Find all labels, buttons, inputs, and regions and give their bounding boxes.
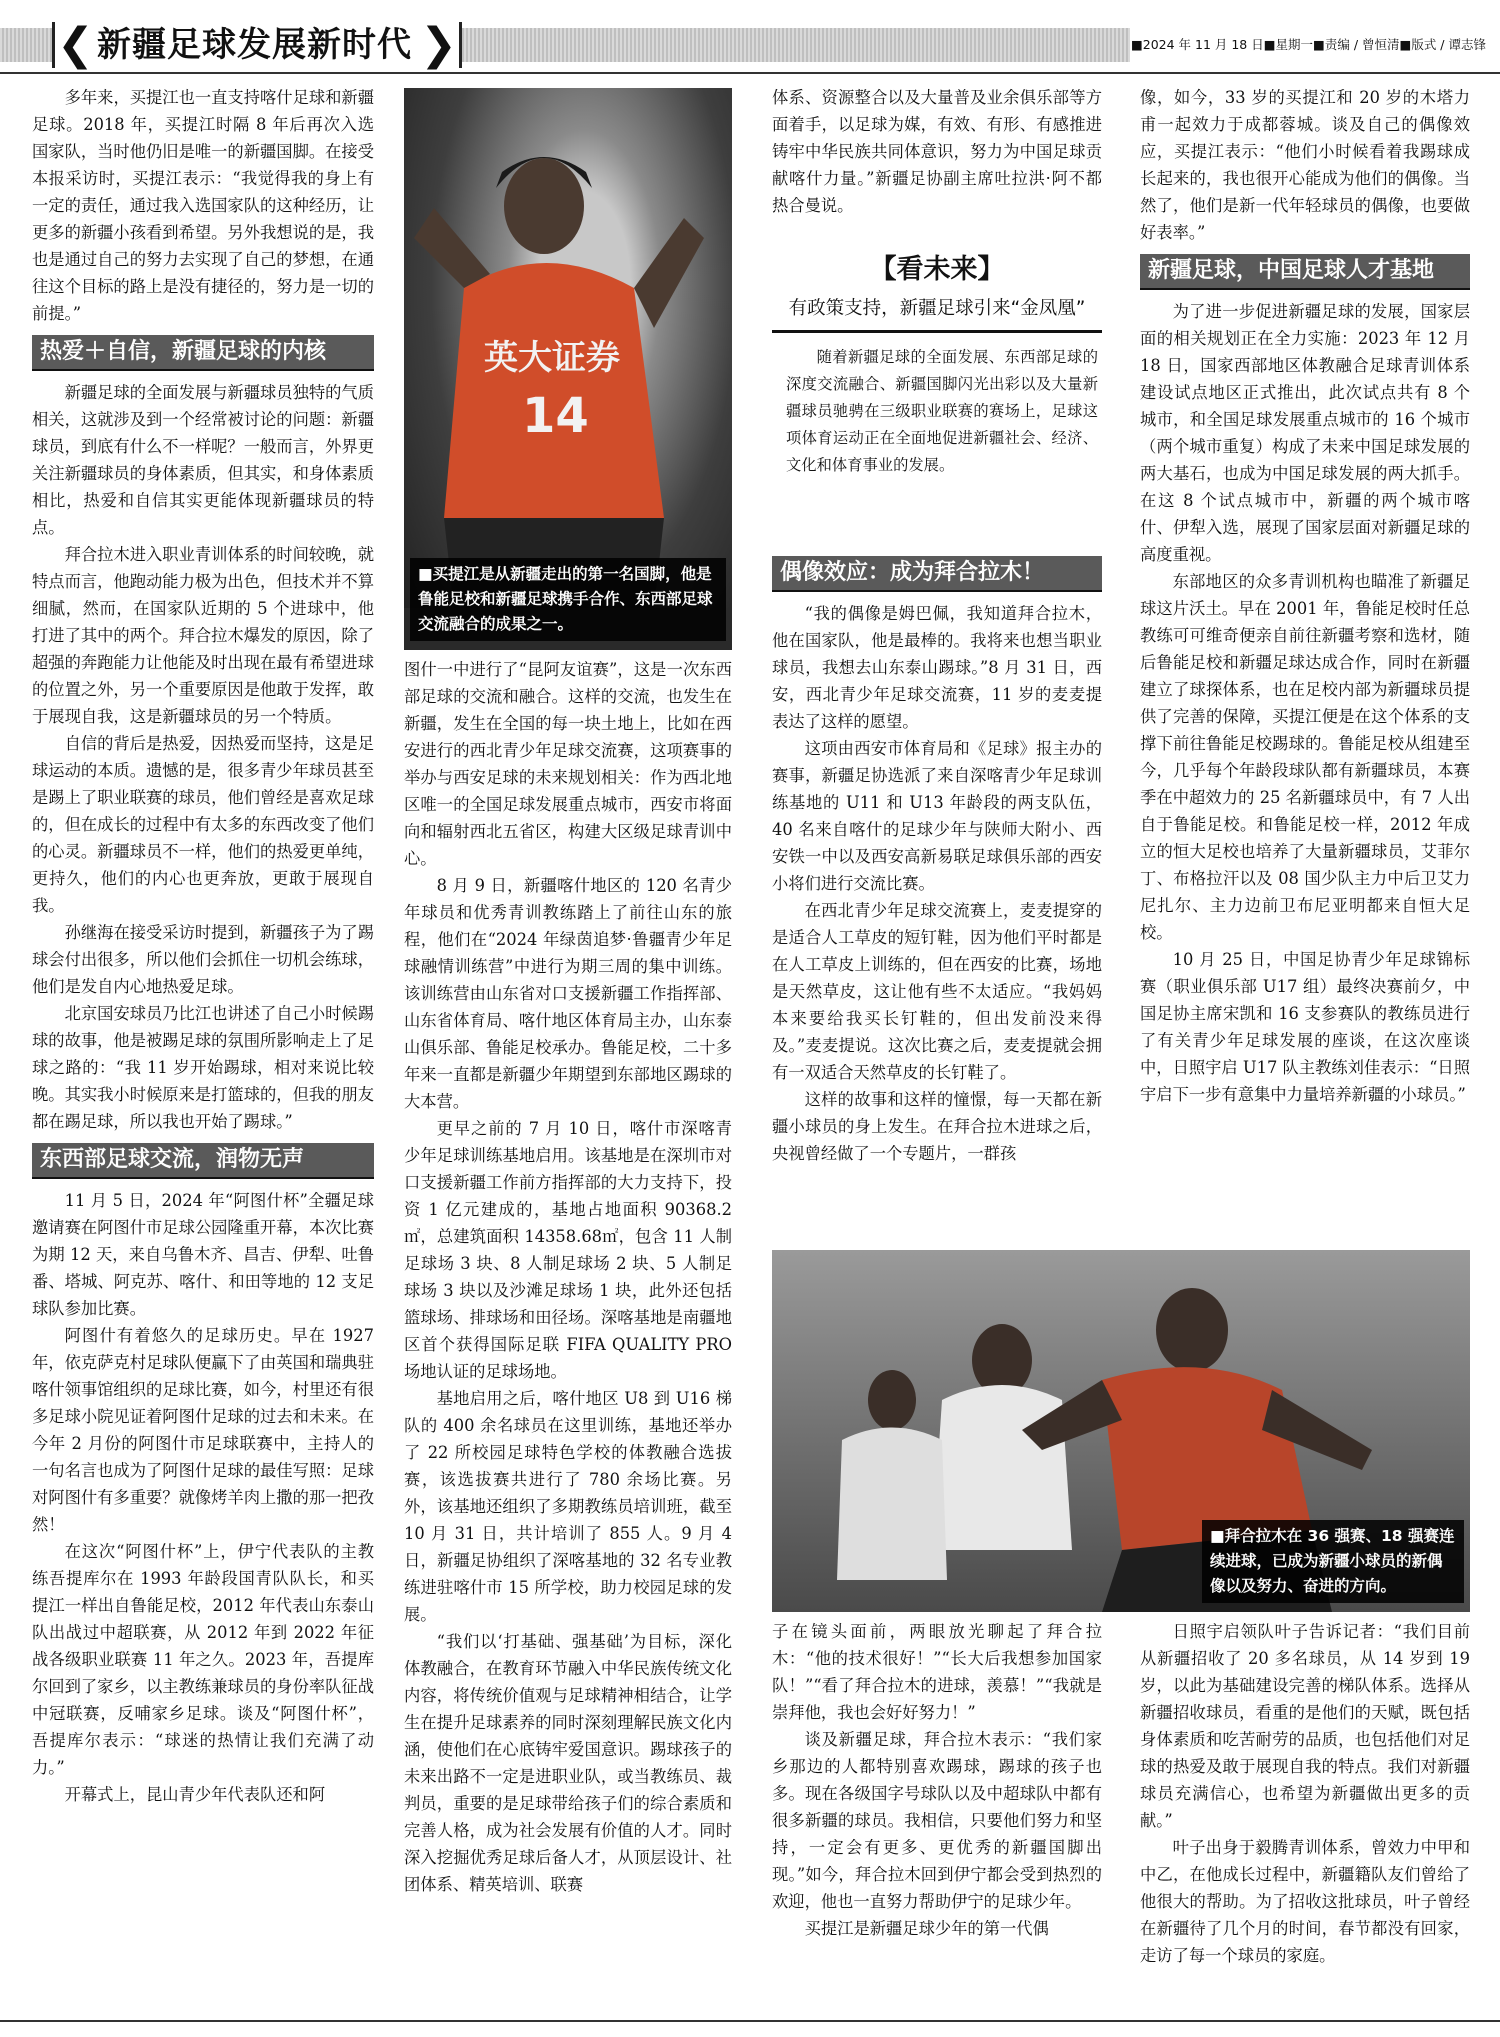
paragraph: 10 月 25 日，中国足协青少年足球锦标赛（职业俱乐部 U17 组）最终决赛前夕，中国足协主席宋凯和 16 支参赛队的教练员进行了有关青少年足球发展的座谈，在这次座谈中，日照宇启 U17 队主教练刘佳表示：“日照宇启下一步有意集中力量培养新疆的小球员。” [1140, 950, 1470, 1104]
page-title: 新疆足球发展新时代 [97, 25, 412, 65]
column-2 [404, 656, 732, 2018]
paragraph: 图什一中进行了“昆阿友谊赛”，这是一次东西部足球的交流和融合。这样的交流，也发生在新疆，发生在全国的每一块土地上，比如在西安进行的西北青少年足球交流赛，这项赛事的举办与西安足球的未来规划相关：作为西北地区唯一的全国足球发展重点城市，西安市将面向和辐射西北五省区，构建大区级足球青训中心。 [404, 660, 732, 868]
bottom-rule [0, 2020, 1500, 2022]
paragraph: 这样的故事和这样的憧憬，每一天都在新疆小球员的身上发生。在拜合拉木进球之后，央视曾经做了一个专题片，一群孩 [772, 1090, 1102, 1163]
paragraph: 更早之前的 7 月 10 日，喀什市深喀青少年足球训练基地启用。该基地是在深圳市对口支援新疆工作前方指挥部的大力支持下，投资 1 亿元建成的，基地占地面积 90368.2㎡，总建筑面积 14358.68㎡，包含 11 人制足球场 3 块、8 人制足球场 2 块、5 人制足球场 3 块以及沙滩足球场 1 块，此外还包括篮球场、排球场和田径场。深喀基地是南疆地区首个获得国际足联 FIFA QUALITY PRO 场地认证的足球场地。 [404, 1119, 732, 1381]
paragraph: 11 月 5 日，2024 年“阿图什杯”全疆足球邀请赛在阿图什市足球公园隆重开幕，本次比赛为期 12 天，来自乌鲁木齐、昌吉、伊犁、吐鲁番、塔城、阿克苏、喀什、和田等地的 12 支足球队参加比赛。 [32, 1191, 374, 1318]
paragraph: 在西北青少年足球交流赛上，麦麦提穿的是适合人工草皮的短钉鞋，因为他们平时都是在人工草皮上训练的，但在西安的比赛，场地是天然草皮，这让他有些不太适应。“我妈妈本来要给我买长钉鞋的，但出发前没来得及。”麦麦提说。这次比赛之后，麦麦提就会拥有一双适合天然草皮的长钉鞋了。 [772, 901, 1102, 1082]
photo-maitijiang [404, 88, 732, 650]
paragraph: 子在镜头面前，两眼放光聊起了拜合拉木：“他的技术很好！”“长大后我想参加国家队！”“看了拜合拉木的进球，羡慕！”“我就是崇拜他，我也会好好努力！” [772, 1622, 1102, 1722]
section-subtitle: 有政策支持，新疆足球引来“金凤凰” [772, 294, 1102, 333]
column-4-bottom [1140, 1618, 1470, 2018]
column-3 [772, 548, 1102, 1246]
shirt-number: 14 [522, 388, 589, 444]
lead-paragraph [786, 344, 1098, 479]
paragraph: 拜合拉木进入职业青训体系的时间较晚，就特点而言，他跑动能力极为出色，但技术并不算细腻，然而，在国家队近期的 5 个进球中，他打进了其中的两个。拜合拉木爆发的原因，除了超强的奔跑能力让他能及时出现在最有希望进球的位置之外，另一个重要原因是他敢于发挥，敢于展现自我，这是新疆球员的另一个特质。 [32, 545, 374, 726]
paragraph: 阿图什有着悠久的足球历史。早在 1927 年，依克萨克村足球队便赢下了由英国和瑞典驻喀什领事馆组织的足球比赛，如今，村里还有很多足球小院见证着阿图什足球的过去和未来。在今年 2 月份的阿图什市足球联赛中，主持人的一句名言也成为了阿图什足球的最佳写照：足球对阿图什有多重要？就像烤羊肉上撒的那一把孜然！ [32, 1326, 374, 1534]
kan-weilai-heading [772, 252, 1102, 333]
subheading: 热爱＋自信，新疆足球的内核 [32, 335, 374, 371]
subheading: 东西部足球交流，润物无声 [32, 1143, 374, 1179]
paragraph: 体系、资源整合以及大量普及业余俱乐部等方面着手，以足球为媒，有效、有形、有感推进铸牢中华民族共同体意识，努力为中国足球贡献喀什力量。”新疆足协副主席吐拉洪·阿不都热合曼说。 [772, 88, 1102, 215]
page-header [0, 19, 1500, 70]
shirt-sponsor-text: 英大证券 [484, 338, 620, 378]
lead-text: 随着新疆足球的全面发展、东西部足球的深度交流融合、新疆国脚闪光出彩以及大量新疆球员驰骋在三级职业联赛的赛场上，足球这项体育运动正在全面地促进新疆社会、经济、文化和体育事业的发展。 [786, 348, 1098, 474]
chevron-left-icon: ❮ [57, 19, 94, 70]
photo-baihelamu [772, 1250, 1470, 1612]
dateline: ■2024 年 11 月 18 日■星期一■责编 / 曾恒清■版式 / 谭志锋 [1130, 37, 1486, 52]
paragraph: 东部地区的众多青训机构也瞄准了新疆足球这片沃土。早在 2001 年，鲁能足校时任总教练可可维奇便亲自前往新疆考察和选材，随后鲁能足校和新疆足球达成合作，同时在新疆建立了球探体系，也在足校内部为新疆球员提供了完善的保障，买提江便是在这个体系的支撑下前往鲁能足校踢球的。鲁能足校从组建至今，几乎每个年龄段球队都有新疆球员，本赛季在中超效力的 25 名新疆球员中，有 7 人出自于鲁能足校。和鲁能足校一样，2012 年成立的恒大足校也培养了大量新疆球员，艾菲尔丁、布格拉汗以及 08 国少队主力中后卫艾力尼扎尔、主力边前卫布尼亚明都来自恒大足校。 [1140, 572, 1470, 942]
photo-caption: ■买提江是从新疆走出的第一名国脚，他是鲁能足校和新疆足球携手合作、东西部足球交流融合的成果之一。 [410, 558, 726, 641]
paragraph: 谈及新疆足球，拜合拉木表示：“我们家乡那边的人都特别喜欢踢球，踢球的孩子也多。现在各级国字号球队以及中超球队中都有很多新疆的球员。我相信，只要他们努力和坚持，一定会有更多、更优秀的新疆国脚出现。”如今，拜合拉木回到伊宁都会受到热烈的欢迎，他也一直努力帮助伊宁的足球少年。 [772, 1730, 1102, 1911]
column-1 [32, 84, 374, 2018]
paragraph: 买提江是新疆足球少年的第一代偶 [804, 1919, 1049, 1938]
column-3-bottom [772, 1618, 1102, 2018]
paragraph: 孙继海在接受采访时提到，新疆孩子为了踢球会付出很多，所以他们会抓住一切机会练球，他们是发自内心地热爱足球。 [32, 923, 374, 996]
header-title-box [52, 19, 462, 70]
subheading: 新疆足球，中国足球人才基地 [1140, 254, 1470, 290]
paragraph: 为了进一步促进新疆足球的发展，国家层面的相关规划正在全力实施：2023 年 12 月 18 日，国家西部地区体教融合足球青训体系建设试点地区正式推出，此次试点共有 8 个城市，和全国足球发展重点城市的 16 个城市（两个城市重复）构成了未来中国足球发展的两大基石，也成为中国足球发展的两大抓手。在这 8 个试点城市中，新疆的两个城市喀什、伊犁入选，展现了国家层面对新疆足球的高度重视。 [1140, 302, 1470, 564]
paragraph: 这项由西安市体育局和《足球》报主办的赛事，新疆足协选派了来自深喀青少年足球训练基地的 U11 和 U13 年龄段的两支队伍，40 名来自喀什的足球少年与陕师大附小、西安铁一中以及西安高新易联足球俱乐部的西安小将们进行交流比赛。 [772, 739, 1102, 893]
column-3-top [772, 84, 1102, 244]
paragraph: 北京国安球员乃比江也讲述了自己小时候踢球的故事，他是被踢足球的氛围所影响走上了足球之路的：“我 11 岁开始踢球，相对来说比较晚。其实我小时候原来是打篮球的，但我的朋友都在踢足球，所以我也开始了踢球。” [32, 1004, 374, 1131]
paragraph: 日照宇启领队叶子告诉记者：“我们目前从新疆招收了 20 多名球员，从 14 岁到 19 岁，以此为基础建设完善的梯队体系。选择从新疆招收球员，看重的是他们的天赋，既包括身体素质和吃苦耐劳的品质，也包括他们对足球的热爱及敢于展现自我的特点。我们对新疆球员充满信心，也希望为新疆做出更多的贡献。” [1140, 1622, 1470, 1830]
paragraph: 自信的背后是热爱，因热爱而坚持，这是足球运动的本质。遗憾的是，很多青少年球员甚至是踢上了职业联赛的球员，他们曾经是喜欢足球的，但在成长的过程中有太多的东西改变了他们的心灵。新疆球员不一样，他们的热爱更单纯，更持久，他们的内心也更奔放，更敢于展现自我。 [32, 734, 374, 915]
column-4 [1140, 84, 1470, 1244]
photo-caption: ■拜合拉木在 36 强赛、18 强赛连续进球，已成为新疆小球员的新偶像以及努力、奋进的方向。 [1202, 1520, 1464, 1603]
paragraph: “我的偶像是姆巴佩，我知道拜合拉木，他在国家队，他是最棒的。我将来也想当职业球员，我想去山东泰山踢球。”8 月 31 日，西安，西北青少年足球交流赛，11 岁的麦麦提表达了这样的愿望。 [772, 604, 1102, 731]
paragraph: 像，如今，33 岁的买提江和 20 岁的木塔力甫一起效力于成都蓉城。谈及自己的偶像效应，买提江表示：“他们小时候看着我踢球成长起来的，我也很开心能成为他们的偶像。当然了，他们是新一代年轻球员的偶像，也要做好表率。” [1140, 88, 1470, 242]
chevron-right-icon: ❯ [420, 19, 457, 70]
paragraph: 多年来，买提江也一直支持喀什足球和新疆足球。2018 年，买提江时隔 8 年后再次入选国家队，当时他仍旧是唯一的新疆国脚。在接受本报采访时，买提江表示：“我觉得我的身上有一定的责任，通过我入选国家队的这种经历，让更多的新疆小孩看到希望。另外我想说的是，我也是通过自己的努力去实现了自己的梦想，在通往这个目标的路上是没有捷径的，努力是一切的前提。” [32, 88, 374, 323]
paragraph: “我们以‘打基础、强基础’为目标，深化体教融合，在教育环节融入中华民族传统文化内容，将传统价值观与足球精神相结合，让学生在提升足球素养的同时深刻理解民族文化内涵，使他们在心底铸牢爱国意识。踢球孩子的未来出路不一定是进职业队，或当教练员、裁判员，重要的是足球带给孩子们的综合素质和完善人格，成为社会发展有价值的人才。同时深入挖掘优秀足球后备人才，从顶层设计、社团体系、精英培训、联赛 [404, 1632, 732, 1894]
paragraph: 在这次“阿图什杯”上，伊宁代表队的主教练吾提库尔在 1993 年龄段国青队队长，和买提江一样出自鲁能足校，2012 年代表山东泰山队出战过中超联赛，从 2012 年到 2022 年征战各级职业联赛 11 年之久。2023 年，吾提库尔回到了家乡，以主教练兼球员的身份率队征战中冠联赛，反哺家乡足球。谈及“阿图什杯”，吾提库尔表示：“球迷的热情让我们充满了动力。” [32, 1542, 374, 1777]
section-title: 【看未来】 [869, 254, 1005, 285]
paragraph: 基地启用之后，喀什地区 U8 到 U16 梯队的 400 余名球员在这里训练，基地还举办了 22 所校园足球特色学校的体教融合选拔赛，该选拔赛共进行了 780 余场比赛。另外，该基地还组织了多期教练员培训班，截至 10 月 31 日，共计培训了 855 人。9 月 4 日，新疆足协组织了深喀基地的 32 名专业教练进驻喀什市 15 所学校，助力校园足球的发展。 [404, 1389, 732, 1624]
paragraph: 开幕式上，昆山青少年代表队还和阿 [64, 1785, 326, 1804]
subheading: 偶像效应：成为拜合拉木！ [772, 556, 1102, 592]
paragraph: 叶子出身于毅腾青训体系，曾效力中甲和中乙，在他成长过程中，新疆籍队友们曾给了他很大的帮助。为了招收这批球员，叶子曾经在新疆待了几个月的时间，春节都没有回家，走访了每一个球员的家庭。 [1140, 1838, 1470, 1965]
top-rule [0, 72, 1500, 74]
paragraph: 新疆足球的全面发展与新疆球员独特的气质相关，这就涉及到一个经常被讨论的问题：新疆球员，到底有什么不一样呢？一般而言，外界更关注新疆球员的身体素质，但其实，和身体素质相比，热爱和自信其实更能体现新疆球员的特点。 [32, 383, 374, 537]
paragraph: 8 月 9 日，新疆喀什地区的 120 名青少年球员和优秀青训教练踏上了前往山东的旅程，他们在“2024 年绿茵追梦·鲁疆青少年足球融情训练营”中进行为期三周的集中训练。该训练营由山东省对口支援新疆工作指挥部、山东省体育局、喀什地区体育局主办，山东泰山俱乐部、鲁能足校承办。鲁能足校，二十多年来一直都是新疆少年期望到东部地区踢球的大本营。 [404, 876, 732, 1111]
